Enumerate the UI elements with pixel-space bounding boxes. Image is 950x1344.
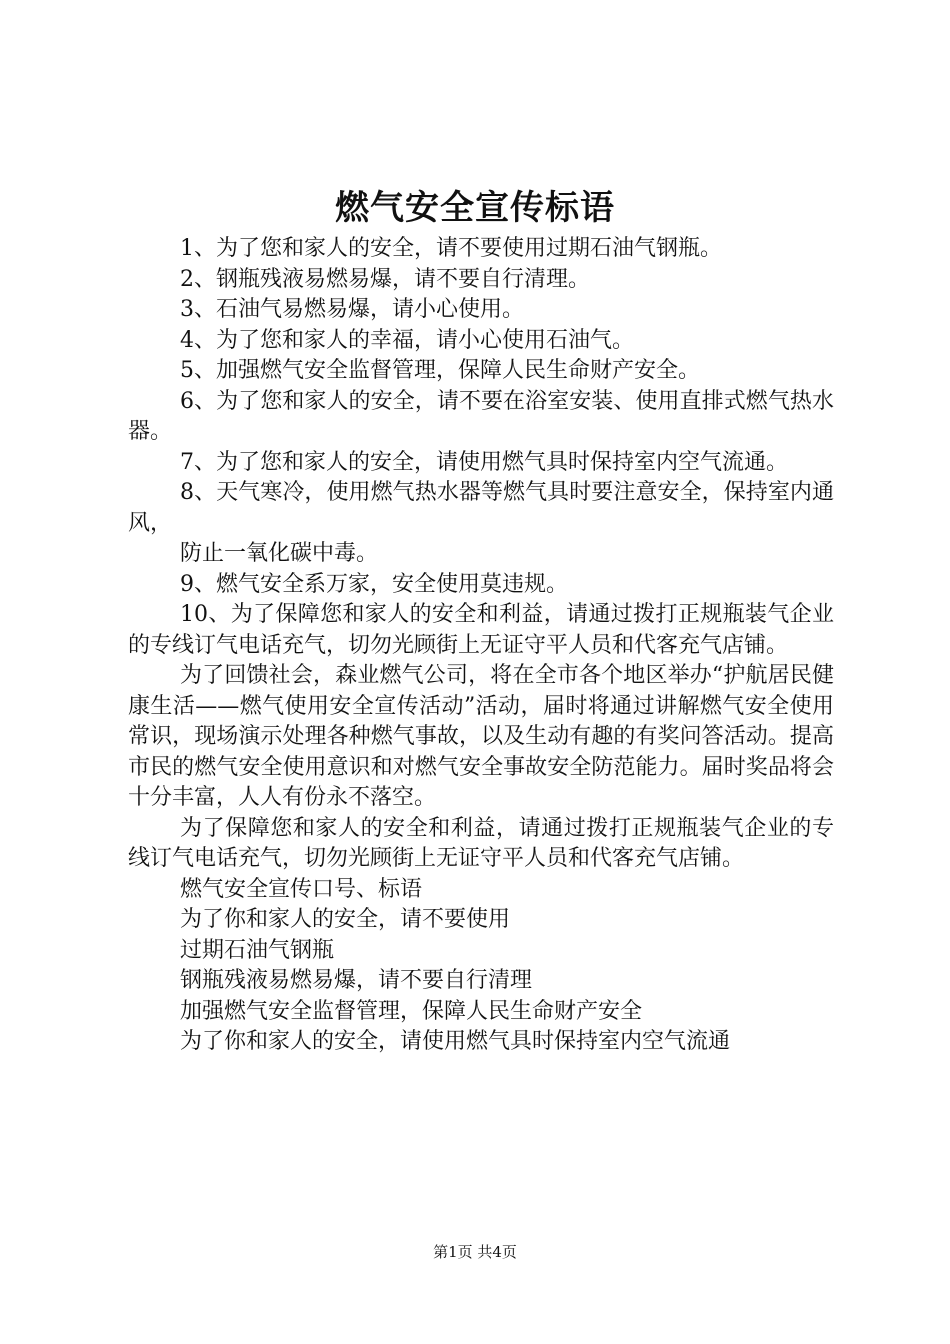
paragraph: 为了保障您和家人的安全和利益，请通过拨打正规瓶装气企业的专线订气电话充气，切勿光顾街上无证守平人员和代客充气店铺。 — [128, 815, 834, 871]
page-footer: 第1页 共4页 — [433, 1243, 517, 1261]
paragraph: 防止一氧化碳中毒。 — [180, 541, 379, 566]
paragraph: 过期石油气钢瓶 — [180, 937, 335, 963]
paragraph: 7、为了您和家人的安全，请使用燃气具时保持室内空气流通。 — [180, 449, 788, 475]
paragraph: 2、钢瓶残液易燃易爆，请不要自行清理。 — [180, 266, 590, 292]
paragraph: 加强燃气安全监督管理，保障人民生命财产安全 — [180, 998, 643, 1024]
paragraph: 6、为了您和家人的安全，请不要在浴室安装、使用直排式燃气热水器。 — [128, 388, 834, 444]
paragraph: 为了你和家人的安全，请使用燃气具时保持室内空气流通 — [180, 1029, 731, 1054]
paragraph: 钢瓶残液易燃易爆，请不要自行清理 — [180, 968, 533, 993]
paragraph: 4、为了您和家人的幸福，请小心使用石油气。 — [180, 327, 634, 353]
page-title: 燃气安全宣传标语 — [335, 188, 615, 228]
document-body — [128, 234, 834, 1058]
paragraph: 10、为了保障您和家人的安全和利益，请通过拨打正规瓶装气企业的专线订气电话充气，切勿光顾街上无证守平人员和代客充气店铺。 — [128, 602, 834, 658]
paragraph: 3、石油气易燃易爆，请小心使用。 — [180, 297, 524, 322]
paragraph: 燃气安全宣传口号、标语 — [180, 876, 423, 902]
paragraph: 为了你和家人的安全，请不要使用 — [180, 907, 511, 932]
paragraph: 5、加强燃气安全监督管理，保障人民生命财产安全。 — [180, 358, 700, 383]
paragraph: 9、燃气安全系万家，安全使用莫违规。 — [180, 571, 568, 597]
paragraph: 1、为了您和家人的安全，请不要使用过期石油气钢瓶。 — [180, 236, 722, 261]
paragraph: 8、天气寒冷，使用燃气热水器等燃气具时要注意安全，保持室内通风， — [128, 480, 834, 536]
paragraph: 为了回馈社会，森业燃气公司，将在全市各个地区举办“护航居民健康生活——燃气使用安全宣传活动”活动，届时将通过讲解燃气安全使用常识，现场演示处理各种燃气事故，以及生动有趣的有奖问答活动。提高市民的燃气安全使用意识和对燃气安全事故安全防范能力。届时奖品将会十分丰富，人人有份永不落空。 — [128, 663, 834, 810]
